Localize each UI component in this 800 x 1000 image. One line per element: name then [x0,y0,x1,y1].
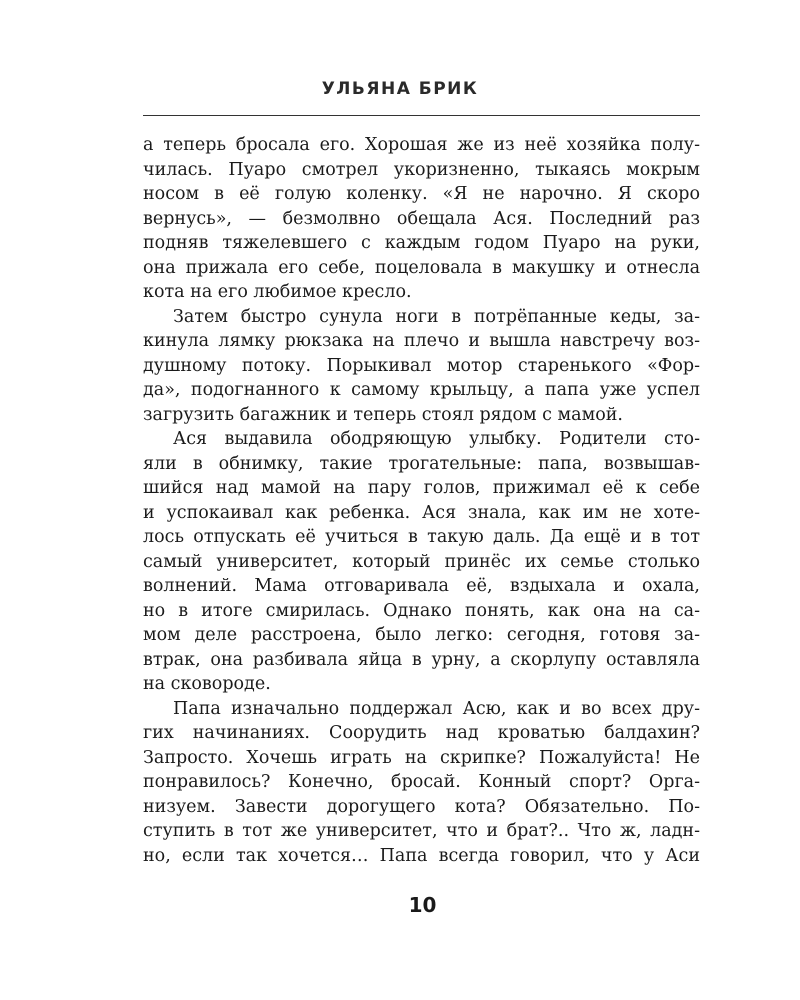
text-line: на сковороде. [143,674,271,694]
text-line: и успокаивал как ребенка. Ася знала, как им не хоте- [143,502,700,523]
text-line: яли в обнимку, такие трогательные: папа, возвышав- [143,453,700,474]
text-line: Затем быстро сунула ноги в потрёпанные кеды, за- [173,306,700,327]
text-line: Запросто. Хочешь играть на скрипке? Пожалуйста! Не [143,747,700,768]
text-line: подняв тяжелевшего с каждым годом Пуаро на руки, [143,233,700,253]
paragraph-4 [143,697,700,869]
page-number: 10 [408,893,437,917]
text-line: вернусь», — безмолвно обещала Ася. Последний раз [143,208,700,229]
text-line: низуем. Завести дорогущего кота? Обязательно. По- [143,796,700,817]
paragraph-1 [143,133,700,305]
text-line: самый университет, который принёс их семье столько [143,551,700,572]
page-body [143,133,700,868]
text-line: но в итоге смирилась. Однако понять, как она на са- [143,600,700,621]
text-line: чилась. Пуаро смотрел укоризненно, тыкаясь мокрым [143,159,700,180]
text-line: волнений. Мама отговаривала её, вздыхала и охала, [143,576,700,596]
running-header-author: УЛЬЯНА БРИК [321,79,479,99]
text-line: Папа изначально поддержал Асю, как и во всех дру- [173,698,700,719]
paragraph-3 [143,427,700,697]
text-line: понравилось? Конечно, бросай. Конный спорт? Орга- [143,772,700,792]
text-line: но, если так хочется… Папа всегда говорил, что у Аси [143,845,700,866]
text-line: ступить в тот же университет, что и брат?.. Что ж, ладн- [143,821,700,841]
header-rule [143,115,700,116]
text-line: мом деле расстроена, было легко: сегодня, готовя за- [143,625,700,645]
text-line: она прижала его себе, поцеловала в макушку и отнесла [143,257,700,278]
text-line: загрузить багажник и теперь стоял рядом с мамой. [143,404,623,425]
text-line: носом в её голую коленку. «Я не нарочно. Я скоро [143,184,700,204]
text-line: лось отпускать её учиться в такую даль. Да ещё и в тот [143,527,700,547]
text-line: шийся над мамой на пару голов, прижимал её к себе [143,478,700,498]
text-line: Ася выдавила ободряющую улыбку. Родители сто- [173,429,700,449]
text-line: кинула лямку рюкзака на плечо и вышла навстречу воз- [143,331,700,351]
text-line: втрак, она разбивала яйца в урну, а скорлупу оставляла [143,649,700,670]
text-line: кота на его любимое кресло. [143,282,412,302]
text-line: да», подогнанного к самому крыльцу, а папа уже успел [143,380,700,400]
text-line: а теперь бросала его. Хорошая же из неё хозяйка полу- [143,135,700,155]
text-line: гих начинаниях. Соорудить над кроватью балдахин? [143,723,700,743]
text-line: душному потоку. Порыкивал мотор старенького «Фор- [143,355,700,376]
paragraph-2 [143,305,700,428]
